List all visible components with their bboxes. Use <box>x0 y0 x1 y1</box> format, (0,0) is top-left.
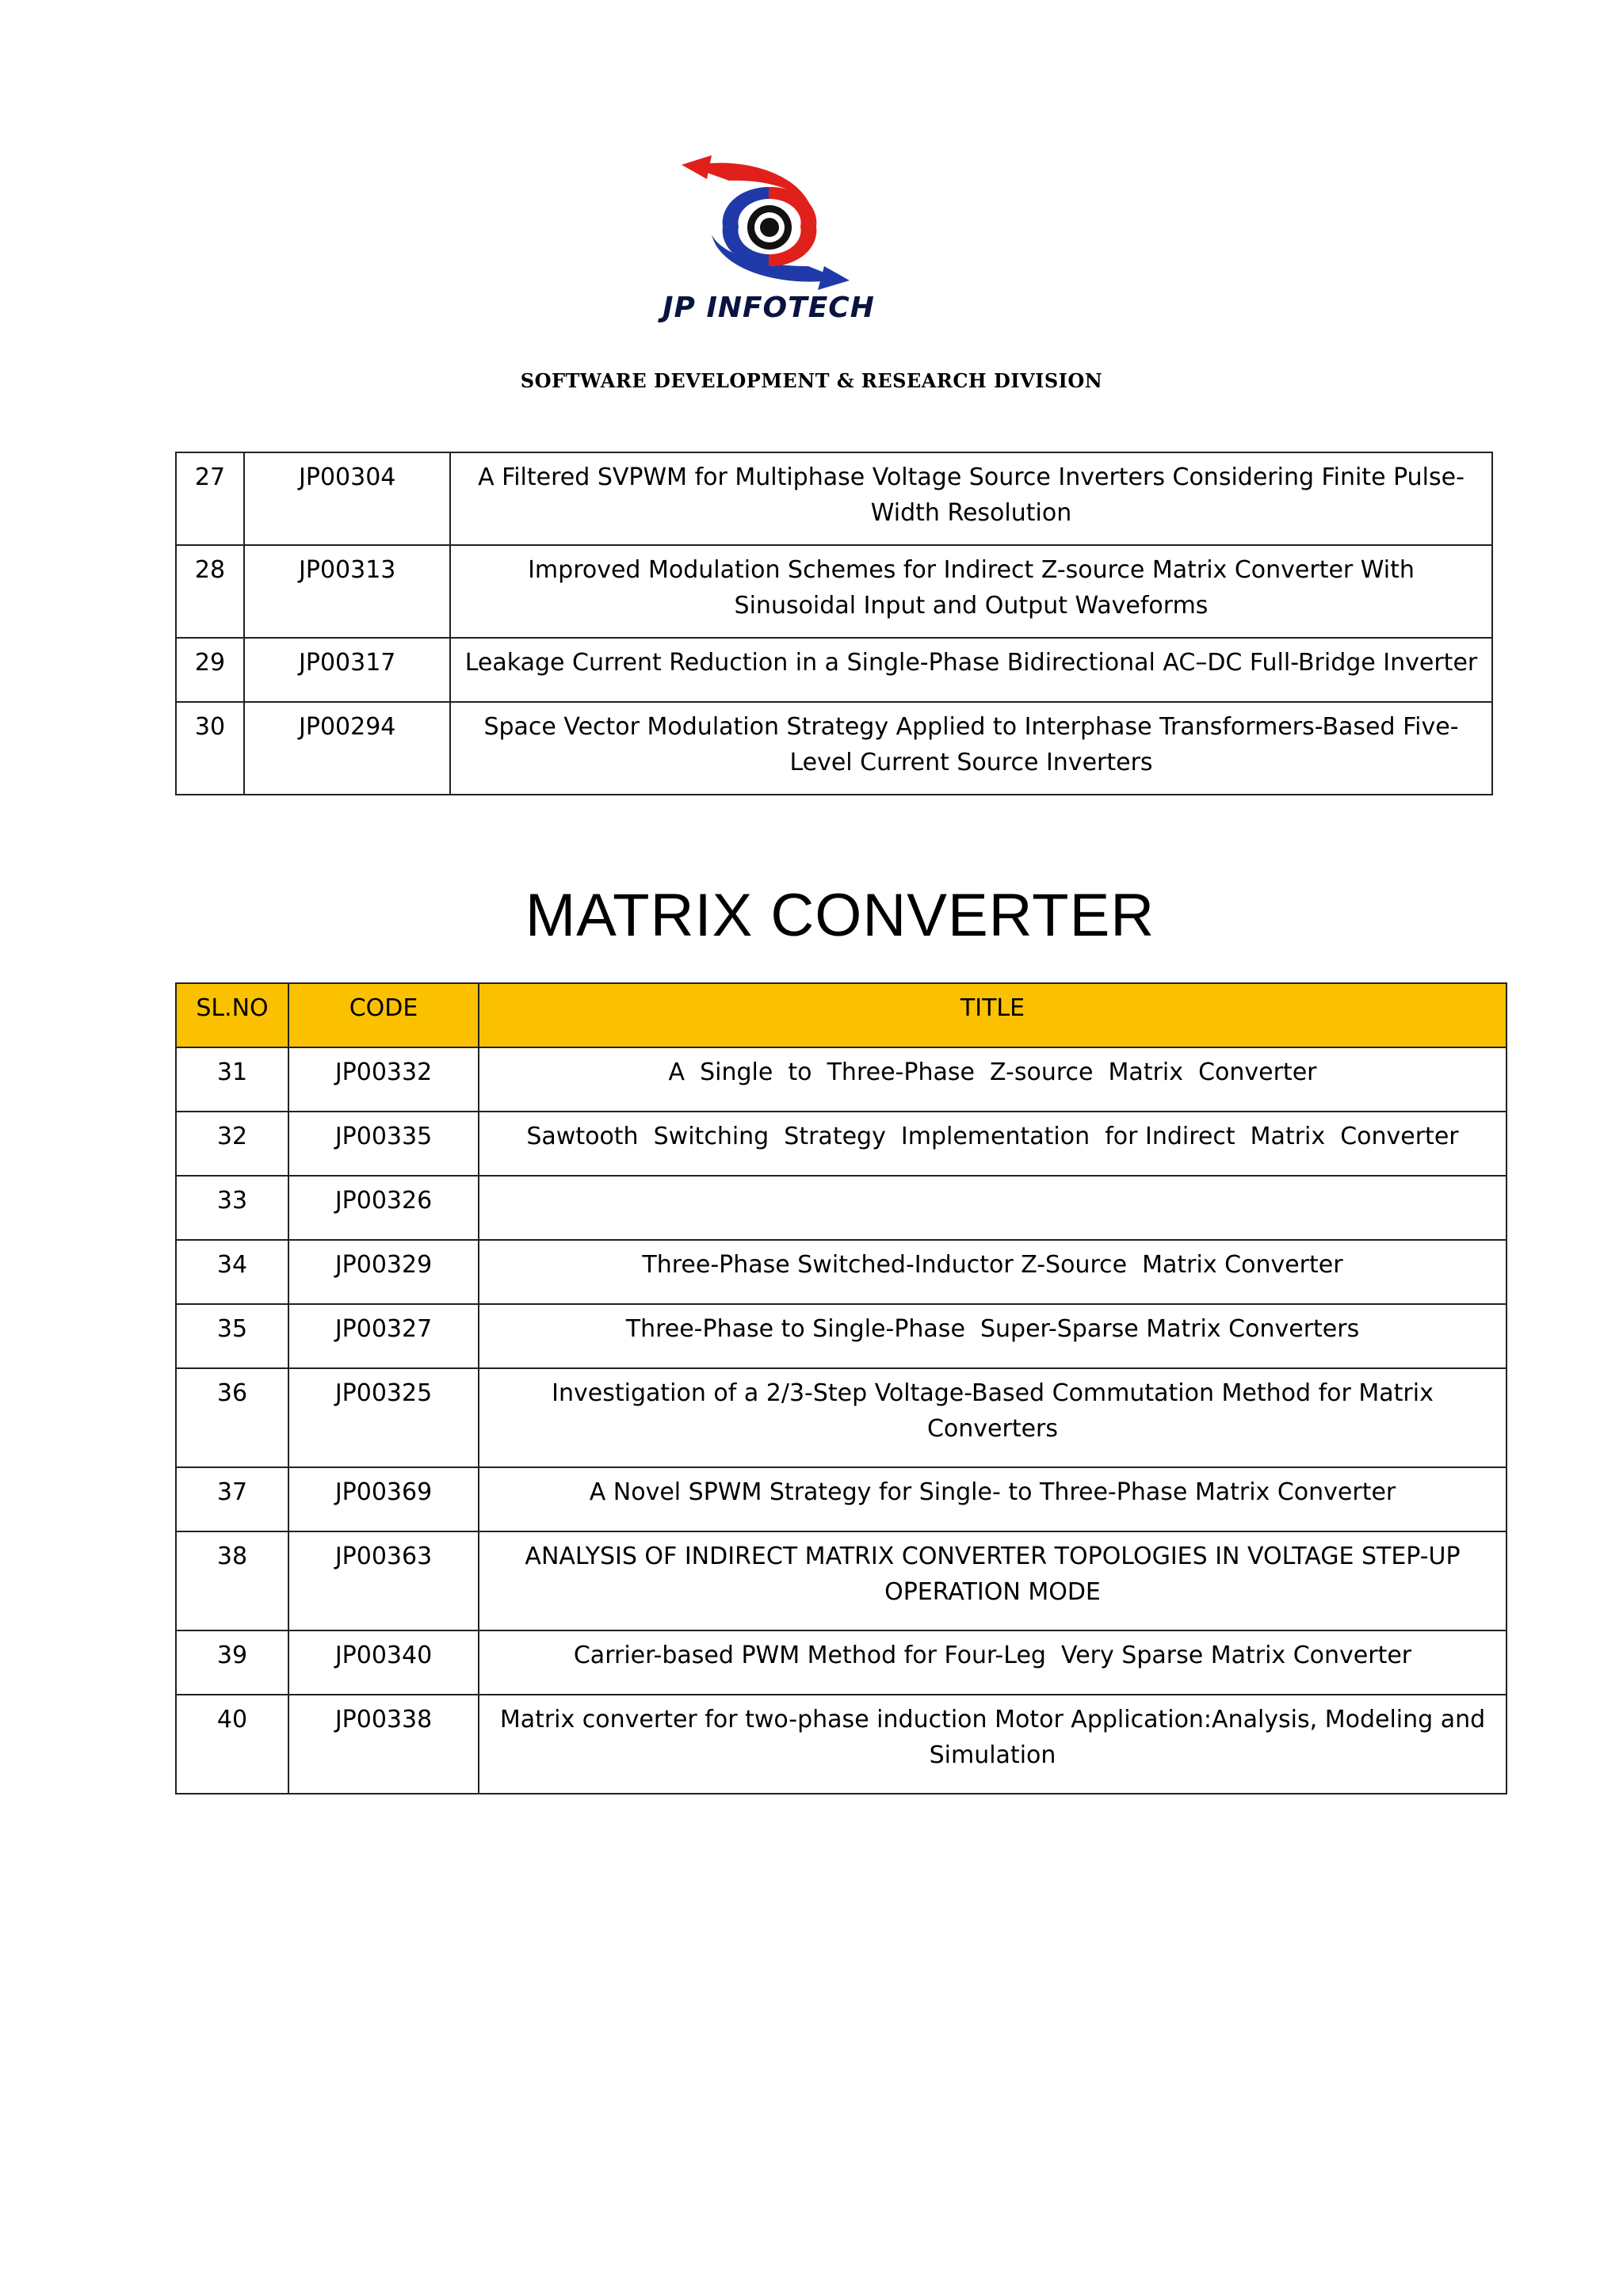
title-cell: ANALYSIS OF INDIRECT MATRIX CONVERTER TOPOLOGIES IN VOLTAGE STEP-UP OPERATION MODE <box>479 1531 1507 1630</box>
table-header-row <box>176 983 1507 1047</box>
column-header-sl-no: SL.NO <box>176 983 288 1047</box>
table-row <box>176 1630 1507 1695</box>
title-cell: Investigation of a 2/3-Step Voltage-Based Commutation Method for Matrix Converters <box>479 1368 1507 1467</box>
table-row <box>176 1467 1507 1531</box>
code-cell: JP00329 <box>288 1240 479 1304</box>
sl-no-cell: 39 <box>176 1630 288 1695</box>
code-cell: JP00313 <box>244 545 450 638</box>
company-name: JP INFOTECH <box>663 292 875 324</box>
table-row <box>176 545 1492 638</box>
table-row <box>176 1176 1507 1240</box>
code-cell: JP00335 <box>288 1112 479 1176</box>
sl-no-cell: 32 <box>176 1112 288 1176</box>
title-cell: Carrier-based PWM Method for Four-Leg Very Sparse Matrix Converter <box>479 1630 1507 1695</box>
code-cell: JP00294 <box>244 702 450 795</box>
column-header-code: CODE <box>288 983 479 1047</box>
title-cell: A Single to Three-Phase Z-source Matrix Converter <box>479 1047 1507 1112</box>
code-cell: JP00325 <box>288 1368 479 1467</box>
code-cell: JP00304 <box>244 452 450 545</box>
sl-no-cell: 30 <box>176 702 244 795</box>
table-row <box>176 702 1492 795</box>
title-cell: Leakage Current Reduction in a Single-Phase Bidirectional AC–DC Full-Bridge Inverter <box>450 638 1492 702</box>
column-header-title: TITLE <box>479 983 1507 1047</box>
title-cell: A Filtered SVPWM for Multiphase Voltage Source Inverters Considering Finite Pulse-Width Resolution <box>450 452 1492 545</box>
code-cell: JP00340 <box>288 1630 479 1695</box>
sl-no-cell: 37 <box>176 1467 288 1531</box>
sl-no-cell: 34 <box>176 1240 288 1304</box>
code-cell: JP00338 <box>288 1695 479 1794</box>
sl-no-cell: 29 <box>176 638 244 702</box>
table-row <box>176 1304 1507 1368</box>
table-row <box>176 1531 1507 1630</box>
sl-no-cell: 28 <box>176 545 244 638</box>
code-cell: JP00327 <box>288 1304 479 1368</box>
table-row <box>176 452 1492 545</box>
code-cell: JP00369 <box>288 1467 479 1531</box>
sl-no-cell: 31 <box>176 1047 288 1112</box>
table-row <box>176 1368 1507 1467</box>
sl-no-cell: 36 <box>176 1368 288 1467</box>
title-cell: A Novel SPWM Strategy for Single- to Three-Phase Matrix Converter <box>479 1467 1507 1531</box>
section-title: MATRIX CONVERTER <box>525 882 1155 949</box>
sl-no-cell: 38 <box>176 1531 288 1630</box>
sl-no-cell: 33 <box>176 1176 288 1240</box>
table-row <box>176 1695 1507 1794</box>
code-cell: JP00326 <box>288 1176 479 1240</box>
title-cell: Improved Modulation Schemes for Indirect Z-source Matrix Converter With Sinusoidal Input and Output Waveforms <box>450 545 1492 638</box>
sl-no-cell: 35 <box>176 1304 288 1368</box>
code-cell: JP00363 <box>288 1531 479 1630</box>
title-cell: Sawtooth Switching Strategy Implementation for Indirect Matrix Converter <box>479 1112 1507 1176</box>
sl-no-cell: 40 <box>176 1695 288 1794</box>
title-cell: Space Vector Modulation Strategy Applied to Interphase Transformers-Based Five-Level Current Source Inverters <box>450 702 1492 795</box>
code-cell: JP00317 <box>244 638 450 702</box>
previous-projects-table <box>175 452 1493 795</box>
code-cell: JP00332 <box>288 1047 479 1112</box>
sl-no-cell: 27 <box>176 452 244 545</box>
table-row <box>176 1047 1507 1112</box>
table-row <box>176 638 1492 702</box>
division-title: SOFTWARE DEVELOPMENT & RESEARCH DIVISION <box>520 369 1103 392</box>
jp-infotech-logo <box>674 155 864 290</box>
title-cell: Three-Phase Switched-Inductor Z-Source Matrix Converter <box>479 1240 1507 1304</box>
title-cell <box>479 1176 1507 1240</box>
title-cell: Three-Phase to Single-Phase Super-Sparse Matrix Converters <box>479 1304 1507 1368</box>
title-cell: Matrix converter for two-phase induction Motor Application:Analysis, Modeling and Simulation <box>479 1695 1507 1794</box>
table-row <box>176 1240 1507 1304</box>
matrix-converter-table <box>175 982 1507 1794</box>
table-row <box>176 1112 1507 1176</box>
